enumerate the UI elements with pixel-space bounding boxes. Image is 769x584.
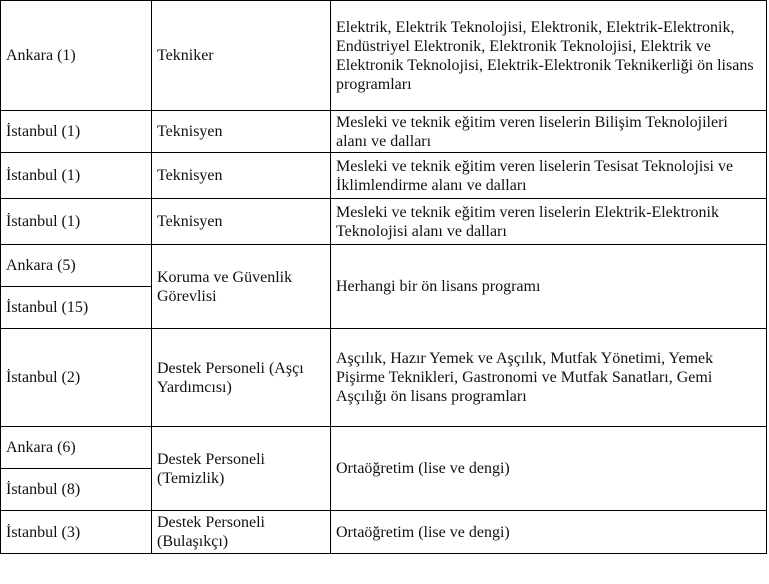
city-cell: İstanbul (15)	[1, 287, 152, 329]
city-cell: Ankara (1)	[1, 1, 152, 111]
city-cell: İstanbul (2)	[1, 329, 152, 427]
table-row	[1, 111, 767, 153]
requirement-cell: Mesleki ve teknik eğitim veren liselerin Bilişim Teknolojileri alanı ve dalları	[331, 111, 767, 153]
position-title-cell: Koruma ve Güvenlik Görevlisi	[152, 245, 331, 329]
table-row	[1, 245, 767, 287]
table-row	[1, 329, 767, 427]
position-title-cell: Teknisyen	[152, 153, 331, 199]
requirement-cell: Ortaöğretim (lise ve dengi)	[331, 511, 767, 554]
table-row	[1, 199, 767, 245]
position-title-cell: Teknisyen	[152, 111, 331, 153]
city-cell: İstanbul (3)	[1, 511, 152, 554]
requirement-cell: Mesleki ve teknik eğitim veren liselerin Elektrik-Elektronik Teknolojisi alanı ve dalları	[331, 199, 767, 245]
requirement-cell: Mesleki ve teknik eğitim veren liselerin Tesisat Teknolojisi ve İklimlendirme alanı ve dalları	[331, 153, 767, 199]
city-cell: Ankara (5)	[1, 245, 152, 287]
table-row	[1, 427, 767, 469]
requirement-cell: Herhangi bir ön lisans programı	[331, 245, 767, 329]
position-title-cell: Tekniker	[152, 1, 331, 111]
position-title-cell: Destek Personeli (Temizlik)	[152, 427, 331, 511]
position-title-cell: Destek Personeli (Aşçı Yardımcısı)	[152, 329, 331, 427]
requirement-cell: Ortaöğretim (lise ve dengi)	[331, 427, 767, 511]
city-cell: İstanbul (8)	[1, 469, 152, 511]
table-row	[1, 153, 767, 199]
city-cell: Ankara (6)	[1, 427, 152, 469]
table-row	[1, 1, 767, 111]
position-title-cell: Teknisyen	[152, 199, 331, 245]
city-cell: İstanbul (1)	[1, 111, 152, 153]
requirement-cell: Elektrik, Elektrik Teknolojisi, Elektronik, Elektrik-Elektronik, Endüstriyel Elektronik, Elektronik Teknolojisi, Elektrik ve Elektronik Teknolojisi, Elektrik-Elektronik Teknikerliği ön lisans programları	[331, 1, 767, 111]
city-cell: İstanbul (1)	[1, 199, 152, 245]
city-cell: İstanbul (1)	[1, 153, 152, 199]
requirement-cell: Aşçılık, Hazır Yemek ve Aşçılık, Mutfak Yönetimi, Yemek Pişirme Teknikleri, Gastronomi ve Mutfak Sanatları, Gemi Aşçılığı ön lisans programları	[331, 329, 767, 427]
position-title-cell: Destek Personeli (Bulaşıkçı)	[152, 511, 331, 554]
table-row	[1, 511, 767, 554]
